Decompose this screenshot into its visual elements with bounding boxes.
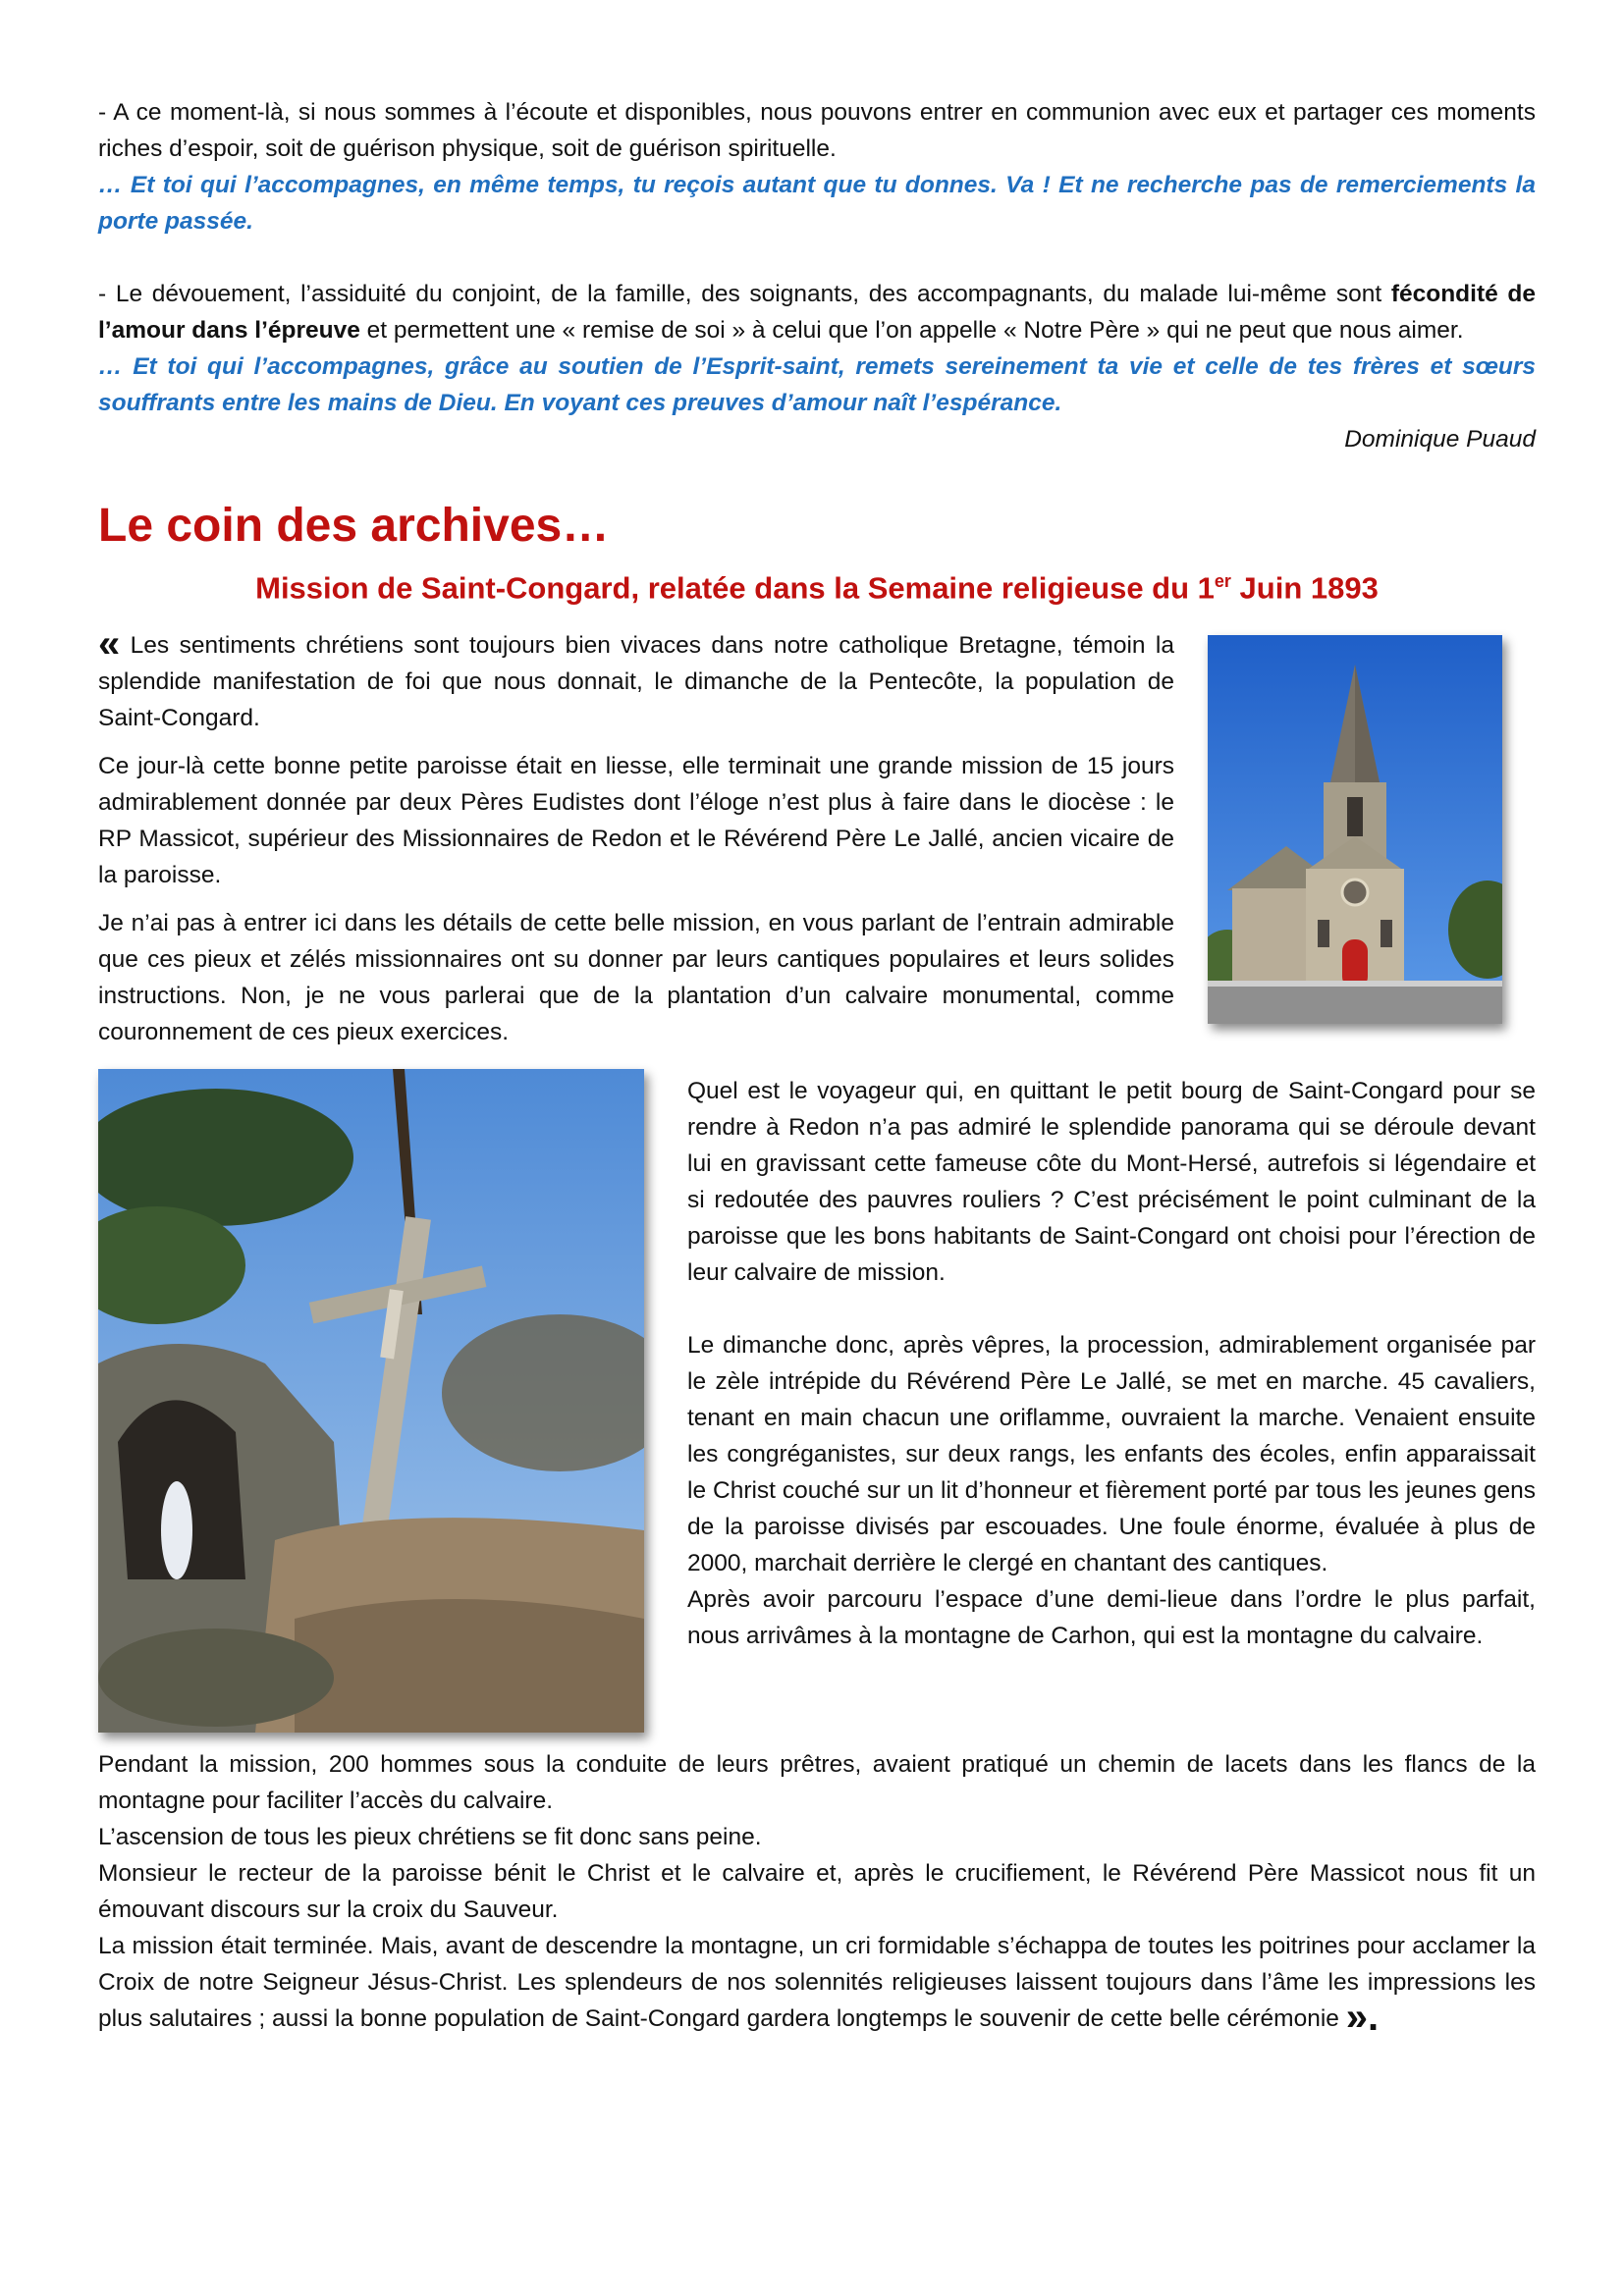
archives-text-bottom [98,1746,1536,2040]
archives-paragraph-8: L’ascension de tous les pieux chrétiens se fit donc sans peine. [98,1824,762,1851]
subtitle-post: Juin 1893 [1230,570,1379,606]
document-page [98,94,1537,2040]
subtitle-sup: er [1214,571,1231,591]
archives-block-top [98,622,1536,1059]
archives-text-middle [687,1073,1536,1654]
archives-paragraph-4: Quel est le voyageur qui, en quittant le petit bourg de Saint-Congard pour se rendre à Redon n’a pas admiré le splendide panorama qui se déroule devant lui en gravissant cette fameuse côte du Mont-Hersé, autrefois si légendaire et si redoutée des pauvres rouliers ? C’est précisément le point culminant de la paroisse que les bons habitants de Saint-Congard ont choisi pour l’érection de leur calvaire de mission. [687,1078,1536,1287]
close-quote: ». [1345,1996,1380,2040]
church-illustration [1208,635,1502,1024]
archives-paragraph-6: Après avoir parcouru l’espace d’une demi-lieue dans l’ordre le plus parfait, nous arrivâmes à la montagne de Carhon, qui est la montagne du calvaire. [687,1586,1536,1650]
archives-paragraph-9: Monsieur le recteur de la paroisse bénit le Christ et le calvaire et, après le crucifiement, le Révérend Père Massicot nous fit un émouvant discours sur la croix du Sauveur. [98,1860,1536,1924]
section-title: Le coin des archives… [98,500,610,552]
archives-paragraph-2: Ce jour-là cette bonne petite paroisse était en liesse, elle terminait une grande mission de 15 jours admirablement donnée par deux Pères Eudistes dont l’éloge n’est plus à faire dans le diocèse : le RP Massicot, supérieur des Missionnaires de Redon et le Révérend Père Le Jallé, ancien vicaire de la paroisse. [98,753,1174,889]
intro-blue-quote-1: … Et toi qui l’accompagnes, en même temps, tu reçois autant que tu donnes. Va ! Et ne recherche pas de remerciements la porte passée. [98,172,1536,235]
intro-paragraph-2-bold: fécondité de l’amour dans l’épreuve [98,281,1537,344]
intro-blue-quote-2: … Et toi qui l’accompagnes, grâce au soutien de l’Esprit-saint, remets sereinement ta vie et celle de tes frères et sœurs souffrants entre les mains de Dieu. En voyant ces preuves d’amour naît l’espérance. [98,353,1536,416]
archives-block-middle [98,1059,1536,1746]
section-subtitle [98,561,1536,608]
archives-paragraph-3: Je n’ai pas à entrer ici dans les détails de cette belle mission, en vous parlant de l’entrain admirable que ces pieux et zélés missionnaires ont su donner par leurs cantiques populaires et leurs solides instructions. Non, je ne vous parlerai que de la plantation d’un calvaire monumental, comme couronnement de ces pieux exercices. [98,910,1174,1046]
archives-paragraph-7: Pendant la mission, 200 hommes sous la conduite de leurs prêtres, avaient pratiqué un chemin de lacets dans les flancs de la montagne pour faciliter l’accès du calvaire. [98,1751,1536,1815]
signature: Dominique Puaud [1344,426,1536,453]
subtitle-pre: Mission de Saint-Congard, relatée dans la Semaine religieuse du 1 [255,570,1215,606]
calvary-photo [98,1069,644,1733]
archives-paragraph-1 [98,622,1174,736]
intro-paragraph-1: - A ce moment-là, si nous sommes à l’écoute et disponibles, nous pouvons entrer en communion avec eux et partager ces moments riches d’espoir, soit de guérison physique, soit de guérison spirituelle. [98,99,1536,162]
calvary-illustration [98,1069,644,1733]
archives-paragraph-1-text: Les sentiments chrétiens sont toujours bien vivaces dans notre catholique Bretagne, témoin la splendide manifestation de foi que nous donnait, le dimanche de la Pentecôte, la population de Saint-Congard. [98,632,1174,732]
archives-paragraph-5: Le dimanche donc, après vêpres, la procession, admirablement organisée par le zèle intrépide du Révérend Père Le Jallé, se met en marche. 45 cavaliers, tenant en main chacun une oriflamme, ouvraient la marche. Venaient ensuite les congréganistes, sur deux rangs, les enfants des écoles, enfin apparaissait le Christ couché sur un lit d’honneur et fièrement porté par tous les jeunes gens de la paroisse divisés par escouades. Une foule énorme, évaluée à plus de 2000, marchait derrière le clergé en chantant des cantiques. [687,1332,1536,1577]
spacer [687,1291,1536,1327]
intro-paragraph-2 [98,276,1536,348]
open-quote: « [98,622,121,667]
archives-text-top [98,622,1174,1062]
spacer [98,240,1536,276]
church-photo [1208,635,1502,1024]
intro-paragraph-2-end: et permettent une « remise de soi » à celui que l’on appelle « Notre Père » qui ne peut que nous aimer. [359,317,1464,344]
archives-paragraph-10 [98,1928,1536,2040]
archives-paragraph-10-text: La mission était terminée. Mais, avant de descendre la montagne, un cri formidable s’échappa de toutes les poitrines pour acclamer la Croix de notre Seigneur Jésus-Christ. Les splendeurs de nos solennités religieuses laissent toujours dans l’âme les impressions les plus salutaires ; aussi la bonne population de Saint-Congard gardera longtemps le souvenir de cette belle cérémonie [98,1933,1536,2033]
intro-paragraph-2-start: - Le dévouement, l’assiduité du conjoint, de la famille, des soignants, des accompagnants, du malade lui-même sont [98,281,1391,307]
